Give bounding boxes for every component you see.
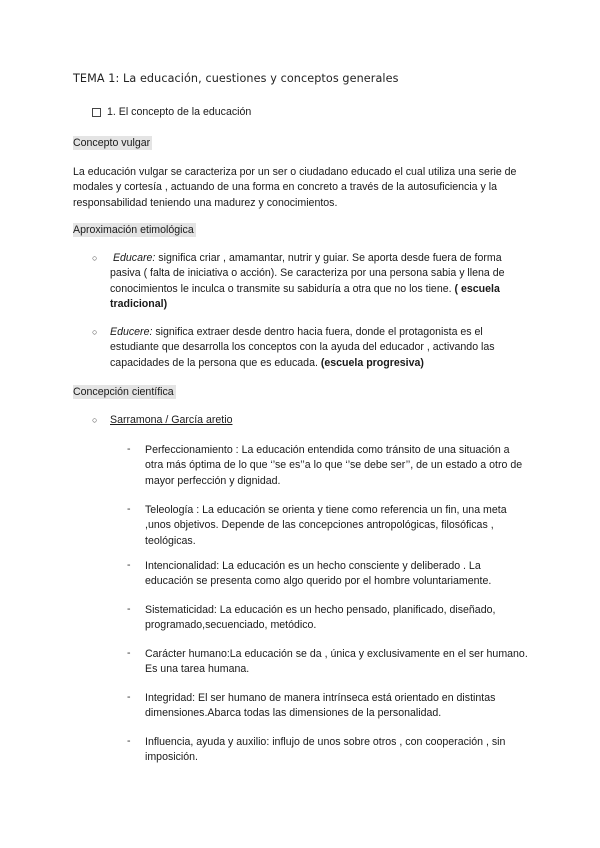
list-item-integridad: Integridad: El ser humano de manera intrínseca está orientado en distintas dimensiones.Abarca todas las dimensiones de la personalidad. [145, 692, 496, 720]
list-item-teleologia: Teleología : La educación se orienta y tiene como referencia un fin, una meta ,unos objetivos. Depende de las concepciones antropológicas, filosóficas , teológicas. [145, 504, 507, 547]
text-educere: significa extraer desde dentro hacia fuera, donde el protagonista es el estudiante que desarrolla los conceptos con la ayuda del educador , activando las capacidades de la persona que es educada. [110, 326, 495, 369]
list-item-educere [110, 325, 525, 371]
section-heading-cientifica: Concepción científica [73, 386, 174, 398]
checkbox[interactable] [92, 108, 101, 117]
checklist-item-label: 1. El concepto de la educación [107, 106, 252, 118]
term-educere: Educere: [110, 326, 153, 338]
dash-bullet: - [127, 647, 131, 659]
dash-bullet: - [127, 603, 131, 615]
term-educare: Educare: [112, 252, 156, 264]
list-item-influencia: Influencia, ayuda y auxilio: influjo de unos sobre otros , con cooperación , sin imposición. [145, 736, 506, 764]
dash-bullet: - [127, 443, 131, 455]
circle-bullet: ○ [92, 415, 98, 425]
paragraph-vulgar: La educación vulgar se caracteriza por un ser o ciudadano educado el cual utiliza una serie de modales y cortesía , actuando de una forma en concreto a través de la autosuficiencia y la responsabilidad teniendo una madurez y conocimientos. [73, 166, 517, 209]
author-reference: Sarramona / García aretio [110, 414, 233, 426]
dash-bullet: - [127, 691, 131, 703]
dash-bullet: - [127, 503, 131, 515]
list-item-intencionalidad: Intencionalidad: La educación es un hecho consciente y deliberado . La educación se presenta como algo querido por el hombre voluntariamente. [145, 560, 492, 588]
bold-educere: (escuela progresiva) [320, 356, 424, 369]
bold-educare: ( escuela tradicional) [110, 282, 500, 311]
dash-bullet: - [127, 559, 131, 571]
dash-bullet: - [127, 735, 131, 747]
checklist-item [92, 106, 251, 118]
section-heading-etimologica: Aproximación etimológica [73, 224, 194, 236]
list-item-sistematicidad: Sistematicidad: La educación es un hecho pensado, planificado, diseñado, programado,secuenciado, metódico. [145, 604, 496, 632]
list-item-caracter-humano: Carácter humano:La educación se da , única y exclusivamente en el ser humano. Es una tarea humana. [145, 648, 528, 676]
list-item-perfeccionamiento: Perfeccionamiento : La educación entendida como tránsito de una situación a otra más óptima de lo que ‘’se es’’a lo que ‘’se debe ser’’, de un estado a otro de mayor perfección y dignidad. [145, 444, 523, 487]
document-title: TEMA 1: La educación, cuestiones y conceptos generales [73, 72, 399, 85]
section-heading-vulgar: Concepto vulgar [73, 137, 151, 149]
circle-bullet: ○ [92, 253, 98, 263]
circle-bullet: ○ [92, 327, 98, 337]
list-item-educare [110, 251, 525, 313]
text-educare: significa criar , amamantar, nutrir y guiar. Se aporta desde fuera de forma pasiva ( falta de iniciativa o acción). Se caracteriza por una persona sabia y llena de conocimientos le inculca o transmite su sabiduría a otra que no los tiene. [110, 252, 505, 295]
